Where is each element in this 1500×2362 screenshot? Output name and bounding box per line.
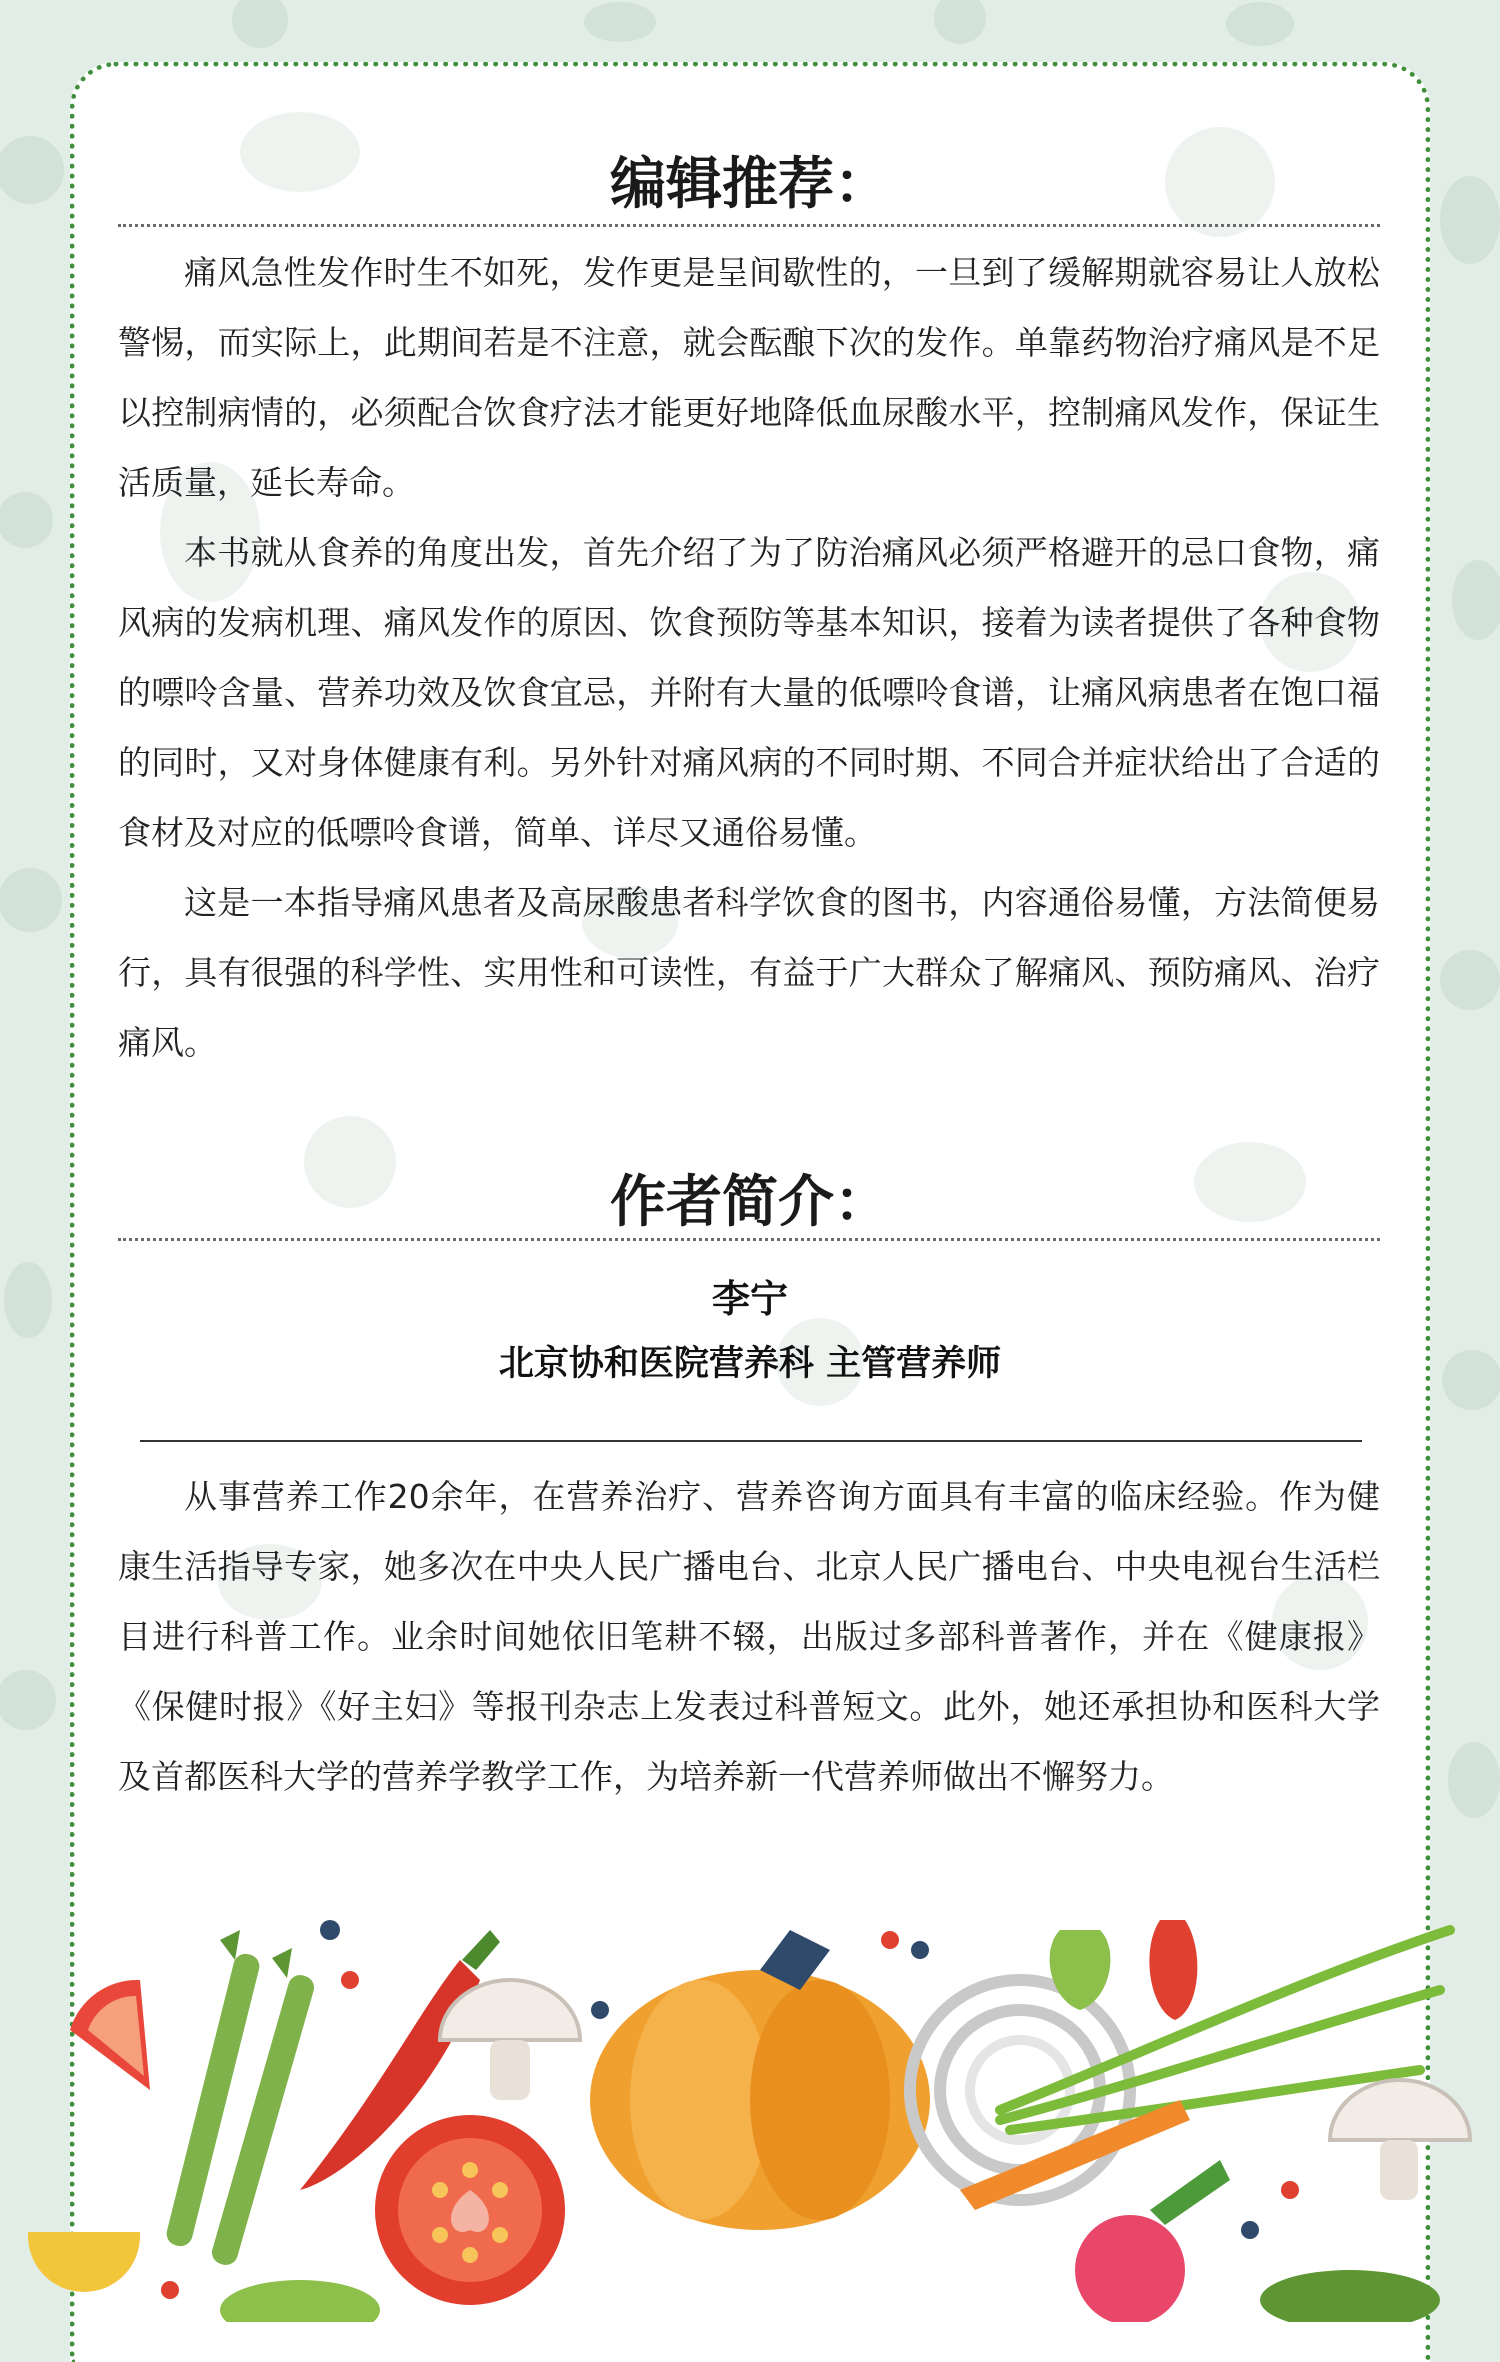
recommendation-body <box>118 238 1380 1078</box>
recommendation-paragraph: 这是一本指导痛风患者及高尿酸患者科学饮食的图书，内容通俗易懂，方法简便易行，具有很强的科学性、实用性和可读性，有益于广大群众了解痛风、预防痛风、治疗痛风。 <box>118 883 1380 1062</box>
author-body <box>118 1462 1380 1812</box>
vegetable-illustration <box>0 1890 1500 2322</box>
author-position: 北京协和医院营养科 主管营养师 <box>498 1344 1002 1384</box>
author-paragraph: 从事营养工作20余年，在营养治疗、营养咨询方面具有丰富的临床经验。作为健康生活指导专家，她多次在中央人民广播电台、北京人民广播电台、中央电视台生活栏目进行科普工作。业余时间她依旧笔耕不辍，出版过多部科普著作，并在《健康报》《保健时报》《好主妇》等报刊杂志上发表过科普短文。此外，她还承担协和医科大学及首都医科大学的营养学教学工作，为培养新一代营养师做出不懈努力。 <box>118 1477 1380 1796</box>
recommendation-paragraph: 痛风急性发作时生不如死，发作更是呈间歇性的，一旦到了缓解期就容易让人放松警惕，而实际上，此期间若是不注意，就会酝酿下次的发作。单靠药物治疗痛风是不足以控制病情的，必须配合饮食疗法才能更好地降低血尿酸水平，控制痛风发作，保证生活质量，延长寿命。 <box>118 253 1380 502</box>
author-heading: 作者简介： <box>610 1169 890 1235</box>
recommendation-paragraph: 本书就从食养的角度出发，首先介绍了为了防治痛风必须严格避开的忌口食物，痛风病的发病机理、痛风发作的原因、饮食预防等基本知识，接着为读者提供了各种食物的嘌呤含量、营养功效及饮食宜忌，并附有大量的低嘌呤食谱，让痛风病患者在饱口福的同时，又对身体健康有利。另外针对痛风病的不同时期、不同合并症状给出了合适的食材及对应的低嘌呤食谱，简单、详尽又通俗易懂。 <box>118 533 1380 852</box>
recommendation-heading: 编辑推荐： <box>610 151 890 217</box>
recommendation-divider <box>118 224 1380 227</box>
author-rule <box>140 1440 1362 1442</box>
author-name: 李宁 <box>711 1277 788 1321</box>
author-divider <box>118 1238 1380 1241</box>
